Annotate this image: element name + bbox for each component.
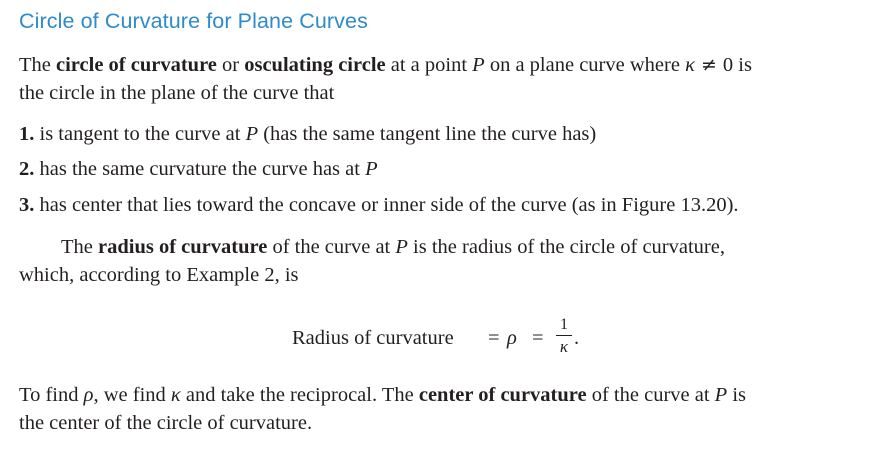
var-p: P xyxy=(472,54,485,76)
formula-period: . xyxy=(574,327,580,349)
list-number: 3. xyxy=(19,194,35,216)
term-circle-of-curvature: circle of curvature xyxy=(56,54,217,76)
rho-symbol: ρ xyxy=(507,327,517,349)
var-p: P xyxy=(365,158,378,180)
center-paragraph xyxy=(19,381,746,437)
section-heading: Circle of Curvature for Plane Curves xyxy=(19,9,368,33)
var-p: P xyxy=(395,236,408,258)
list-number: 1. xyxy=(19,123,35,145)
not-equal-symbol: ≠ xyxy=(694,54,723,76)
var-p: P xyxy=(714,384,728,406)
definition-line-1: The circle of curvature or osculating circle at a point P on a plane curve where κ ≠ 0 is xyxy=(19,54,752,76)
definition-paragraph xyxy=(19,51,752,107)
fraction-denominator: κ xyxy=(559,337,569,357)
list-item: 1. is tangent to the curve at P (has the same tangent line the curve has) xyxy=(19,123,597,145)
list-number: 2. xyxy=(19,158,35,180)
fraction-numerator: 1 xyxy=(560,316,568,333)
list-item: 3. has center that lies toward the concave or inner side of the curve (as in Figure 13.20). xyxy=(19,194,739,216)
fraction xyxy=(556,316,572,356)
equals-sign: = xyxy=(488,327,500,349)
var-kappa: κ xyxy=(685,54,695,76)
center-line-1: To find ρ, we find κ and take the reciprocal. The center of curvature of the curve at P is xyxy=(19,384,747,406)
radius-line-1: The radius of curvature of the curve at P is the radius of the circle of curvature, xyxy=(61,236,725,258)
term-osculating-circle: osculating circle xyxy=(244,54,386,76)
term-radius-of-curvature: radius of curvature xyxy=(98,236,268,258)
formula-label: Radius of curvature xyxy=(292,327,454,349)
radius-paragraph xyxy=(19,233,725,289)
fraction-bar xyxy=(556,335,572,336)
center-line-2: the center of the circle of curvature. xyxy=(19,412,313,434)
rho-symbol: ρ xyxy=(83,384,94,406)
list-item: 2. has the same curvature the curve has at P xyxy=(19,158,378,180)
term-center-of-curvature: center of curvature xyxy=(418,384,587,406)
var-p: P xyxy=(245,123,259,145)
definition-line-2: the circle in the plane of the curve that xyxy=(19,82,335,104)
var-kappa: κ xyxy=(170,384,181,406)
radius-line-2: which, according to Example 2, is xyxy=(19,264,299,286)
equals-sign: = xyxy=(532,327,544,349)
